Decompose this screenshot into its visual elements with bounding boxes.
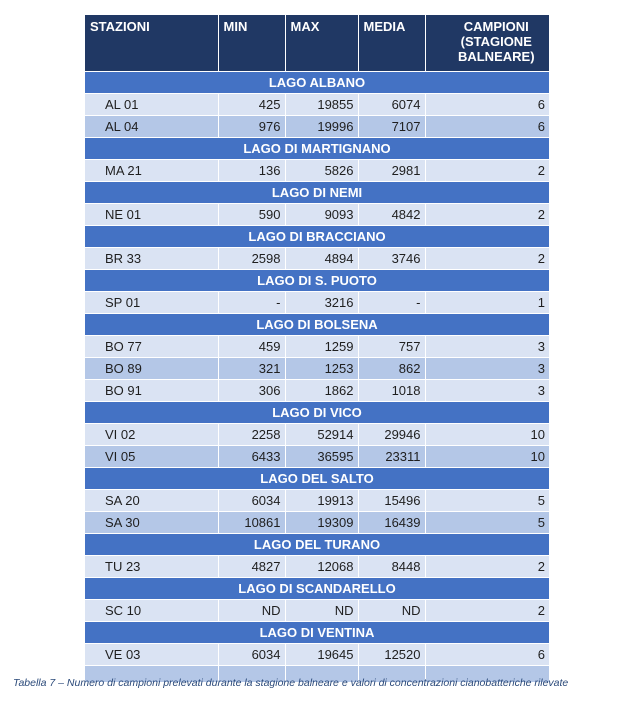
lake-group-row: [85, 138, 549, 160]
cell-max: 19309: [285, 512, 358, 534]
cell-station: BO 91: [85, 380, 218, 402]
lake-name: LAGO DI BOLSENA: [85, 314, 549, 336]
cell-min: 4827: [218, 556, 285, 578]
cell-station: NE 01: [85, 204, 218, 226]
table-row: [85, 512, 549, 534]
table-row: [85, 556, 549, 578]
cell-min: ND: [218, 600, 285, 622]
table-row: [85, 116, 549, 138]
cell-media: 6074: [358, 94, 425, 116]
cell-min: -: [218, 292, 285, 314]
cell-campioni: 3: [425, 380, 549, 402]
cell-station: AL 01: [85, 94, 218, 116]
cell-station: VI 05: [85, 446, 218, 468]
cell-campioni: 5: [425, 512, 549, 534]
table-body: [85, 72, 549, 683]
table-row: [85, 94, 549, 116]
lake-name: LAGO DI MARTIGNANO: [85, 138, 549, 160]
lake-group-row: [85, 226, 549, 248]
cell-min: 6034: [218, 490, 285, 512]
lake-group-row: [85, 182, 549, 204]
table-row: [85, 424, 549, 446]
lake-group-row: [85, 314, 549, 336]
cell-min: 2258: [218, 424, 285, 446]
cell-min: 6433: [218, 446, 285, 468]
header-stazioni: STAZIONI: [85, 15, 218, 72]
cell-max: 5826: [285, 160, 358, 182]
cell-campioni: 5: [425, 490, 549, 512]
cell-max: ND: [285, 600, 358, 622]
cell-station: SA 20: [85, 490, 218, 512]
cell-station: SA 30: [85, 512, 218, 534]
cell-campioni: 2: [425, 204, 549, 226]
cell-max: 3216: [285, 292, 358, 314]
cell-media: 3746: [358, 248, 425, 270]
cell-max: 12068: [285, 556, 358, 578]
cell-min: 459: [218, 336, 285, 358]
cell-station: BO 77: [85, 336, 218, 358]
cell-max: 1862: [285, 380, 358, 402]
cell-min: 321: [218, 358, 285, 380]
cell-campioni: 2: [425, 556, 549, 578]
cell-max: 1259: [285, 336, 358, 358]
cell-station: BO 89: [85, 358, 218, 380]
cell-media: 4842: [358, 204, 425, 226]
table-row: [85, 204, 549, 226]
cell-campioni: 2: [425, 248, 549, 270]
cell-station: AL 04: [85, 116, 218, 138]
lake-group-row: [85, 622, 549, 644]
table-header-row: [85, 15, 549, 72]
cell-min: 590: [218, 204, 285, 226]
table-caption: Tabella 7 – Numero di campioni prelevati durante la stagione balneare e valori di concentrazioni cianobatteriche rilevate: [13, 677, 569, 689]
cell-station: SP 01: [85, 292, 218, 314]
cell-media: -: [358, 292, 425, 314]
table-row: [85, 292, 549, 314]
cell-min: 306: [218, 380, 285, 402]
lake-group-row: [85, 578, 549, 600]
lake-name: LAGO DI S. PUOTO: [85, 270, 549, 292]
cell-max: 19855: [285, 94, 358, 116]
cell-media: 1018: [358, 380, 425, 402]
cell-media: 23311: [358, 446, 425, 468]
cell-campioni: 2: [425, 160, 549, 182]
table-row: [85, 248, 549, 270]
cyanobacteria-table: [85, 15, 549, 682]
cell-station: TU 23: [85, 556, 218, 578]
table-row: [85, 380, 549, 402]
cell-min: 10861: [218, 512, 285, 534]
cell-max: 19913: [285, 490, 358, 512]
cell-campioni: 10: [425, 446, 549, 468]
cell-media: 8448: [358, 556, 425, 578]
table-row: [85, 600, 549, 622]
lake-name: LAGO DI SCANDARELLO: [85, 578, 549, 600]
table-row: [85, 358, 549, 380]
cell-media: 12520: [358, 644, 425, 666]
cell-max: 9093: [285, 204, 358, 226]
lake-group-row: [85, 402, 549, 424]
cell-campioni: 6: [425, 644, 549, 666]
lake-group-row: [85, 534, 549, 556]
lake-name: LAGO DI NEMI: [85, 182, 549, 204]
cell-campioni: 3: [425, 336, 549, 358]
cell-campioni: 3: [425, 358, 549, 380]
cell-media: 757: [358, 336, 425, 358]
cell-media: 15496: [358, 490, 425, 512]
cell-media: 7107: [358, 116, 425, 138]
lake-name: LAGO ALBANO: [85, 72, 549, 94]
cell-station: MA 21: [85, 160, 218, 182]
cell-max: 4894: [285, 248, 358, 270]
cell-max: 36595: [285, 446, 358, 468]
header-max: MAX: [285, 15, 358, 72]
cell-media: ND: [358, 600, 425, 622]
header-media: MEDIA: [358, 15, 425, 72]
lake-group-row: [85, 72, 549, 94]
cell-min: 425: [218, 94, 285, 116]
lake-name: LAGO DI VICO: [85, 402, 549, 424]
data-table-container: [85, 15, 549, 682]
cell-max: 19996: [285, 116, 358, 138]
cell-min: 136: [218, 160, 285, 182]
cell-min: 2598: [218, 248, 285, 270]
table-row: [85, 446, 549, 468]
cell-media: 862: [358, 358, 425, 380]
cell-max: 52914: [285, 424, 358, 446]
cell-min: 976: [218, 116, 285, 138]
cell-campioni: 6: [425, 94, 549, 116]
lake-name: LAGO DI BRACCIANO: [85, 226, 549, 248]
table-row: [85, 490, 549, 512]
cell-station: VI 02: [85, 424, 218, 446]
cell-station: SC 10: [85, 600, 218, 622]
lake-name: LAGO DEL SALTO: [85, 468, 549, 490]
cell-campioni: 1: [425, 292, 549, 314]
cell-station: BR 33: [85, 248, 218, 270]
header-campioni: CAMPIONI (STAGIONE BALNEARE): [425, 15, 549, 72]
header-min: MIN: [218, 15, 285, 72]
cell-campioni: 2: [425, 600, 549, 622]
cell-campioni: 10: [425, 424, 549, 446]
lake-name: LAGO DI VENTINA: [85, 622, 549, 644]
table-row: [85, 160, 549, 182]
cell-max: 1253: [285, 358, 358, 380]
cell-campioni: 6: [425, 116, 549, 138]
table-row: [85, 644, 549, 666]
cell-station: VE 03: [85, 644, 218, 666]
cell-media: 29946: [358, 424, 425, 446]
cell-min: 6034: [218, 644, 285, 666]
cell-media: 16439: [358, 512, 425, 534]
table-row: [85, 336, 549, 358]
lake-group-row: [85, 468, 549, 490]
cell-max: 19645: [285, 644, 358, 666]
cell-media: 2981: [358, 160, 425, 182]
lake-group-row: [85, 270, 549, 292]
lake-name: LAGO DEL TURANO: [85, 534, 549, 556]
